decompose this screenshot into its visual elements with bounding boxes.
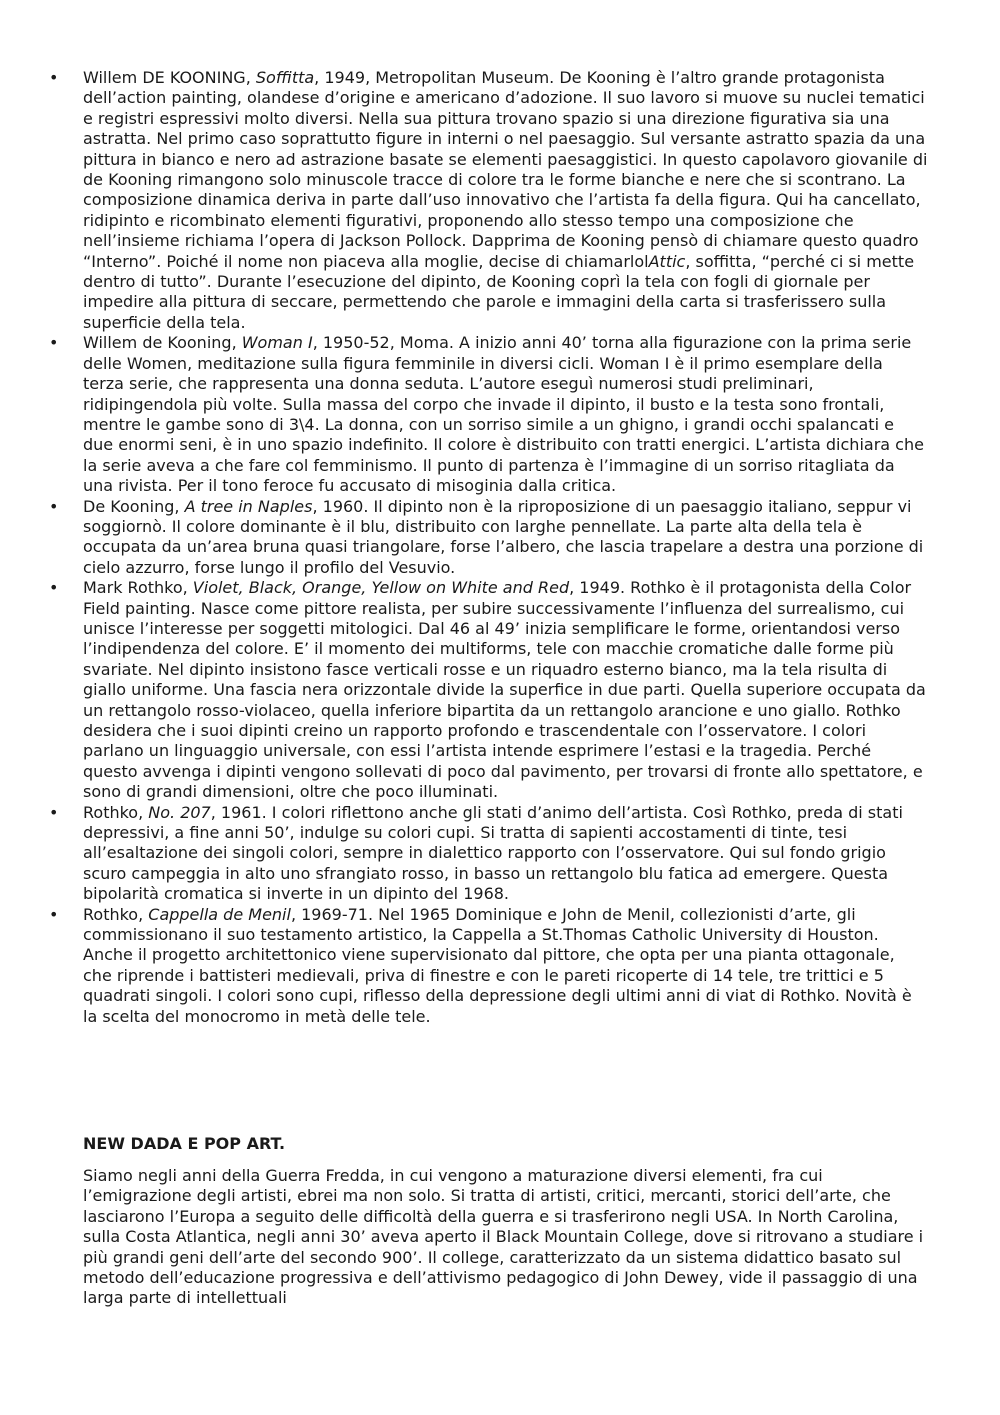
artwork-title: Attic bbox=[648, 251, 686, 271]
list-item: • Willem de Kooning, Woman I, 1950-52, Moma. A inizio anni 40’ torna alla figurazione con la prima serie delle Women, meditazione sulla figura femminile in diversi cicli. Woman I è il primo esemplare della terza serie, che rappresenta una donna seduta. L’autore eseguì numerosi studi preliminari, ridipingendola più volte. Sulla massa del corpo che invade il dipinto, il busto e la testa sono frontali, mentre le gambe sono di 3\4. La donna, con un sorriso simile a un ghigno, i grandi occhi spalancati e due enormi seni, è in uno spazio indefinito. Il colore è distribuito con tratti energici. L’artista dichiara che la serie aveva a che fare col femminismo. Il punto di partenza è l’immagine di un sorriso ritagliata da una rivista. Per il tono feroce fu accusato di misoginia dalla critica. bbox=[49, 333, 924, 496]
list-item: • Rothko, No. 207, 1961. I colori riflettono anche gli stati d’animo dell’artista. Così Rothko, preda di stati depressivi, a fine anni 50’, indulge su colori cupi. Si tratta di sapienti accostamenti di tinte, tesi all’esaltazione dei singoli colori, sempre in dialettico rapporto con l’osservatore. Qui sul fondo grigio scuro campeggia in alto uno sfrangiato rosso, in basso un rettangolo blu fatica ad emergere. Questa bipolarità cromatica si inverte in un dipinto del 1968. bbox=[49, 802, 903, 904]
bullet-icon: • bbox=[49, 578, 59, 598]
list-item: • Willem DE KOONING, Soffitta, 1949, Metropolitan Museum. De Kooning è l’altro grande protagonista dell’action painting, olandese d’origine e americano d’adozione. Il suo lavoro si muove su nuclei tematici e registri espressivi molto diversi. Nella sua pittura trovano spazio si una direzione figurativa sia una astratta. Nel primo caso soprattutto figure in interni o nel paesaggio. Sul versante astratto spazia da una pittura in bianco e nero ad astrazione basate se elementi paesaggistici. In questo capolavoro giovanile di de Kooning rimangono solo minuscole tracce di colore tra le forme bianche e nere che si scontrano. La composizione dinamica deriva in parte dall’uso innovativo che l’artista fa della figura. Qui ha cancellato, ridipinto e ricombinato elementi figurativi, proponendo allo stesso tempo una composizione che nell’insieme richiama l’opera di Jackson Pollock. Dapprima de Kooning pensò di chiamare questo quadro “Interno”. Poiché il nome non piaceva alla moglie, decise di chiamarlolAttic, soffitta, “perché ci si mette dentro di tutto”. Durante l’esecuzione del dipinto, de Kooning coprì la tela con fogli di giornale per impedire alla pittura di seccare, permettendo che parole e immagini della carta si trasferissero sulla superficie della tela. bbox=[49, 68, 928, 332]
artwork-title: Soffitta bbox=[255, 68, 315, 87]
list-item: • Mark Rothko, Violet, Black, Orange, Yellow on White and Red, 1949. Rothko è il protagonista della Color Field painting. Nasce come pittore realista, per subire successivamente l’influenza del surrealismo, cui unisce l’interesse per soggetti mitologici. Dal 46 al 49’ inizia semplificare le forme, orientandosi verso l’indipendenza del colore. E’ il momento dei multiforms, tele con macchie cromatiche dalle forme più svariate. Nel dipinto insistono fasce verticali rosse e un riquadro esterno bianco, ma la tela risulta di giallo uniforme. Una fascia nera orizzontale divide la superfice in due parti. Quella superiore occupata da un rettangolo rosso-violaceo, quella inferiore bipartita da un rettangolo arancione e uno giallo. Rothko desidera che i suoi dipinti creino un rapporto profondo e trascendentale con l’osservatore. I colori parlano un linguaggio universale, con essi l’artista intende esprimere l’estasi e la tragedia. Perché questo avvenga i dipinti vengono sollevati di poco dal pavimento, per trovarsi di fronte allo spettatore, e sono di grandi dimensioni, oltre che poco illuminati. bbox=[49, 578, 926, 802]
artwork-title: No. 207 bbox=[148, 802, 211, 822]
section-paragraph: Siamo negli anni della Guerra Fredda, in cui vengono a maturazione diversi elementi, fra cui l’emigrazione degli artisti, ebrei ma non solo. Si tratta di artisti, critici, mercanti, storici dell’arte, che lasciarono l’Europa a seguito delle difficoltà della guerra e si trasferirono negli USA. In North Carolina, sulla Costa Atlantica, negli anni 30’ aveva aperto il Black Mountain College, dove si ritrovano a studiare i più grandi geni dell’arte del secondo 900’. Il college, caratterizzato da un sistema didattico basato sul metodo dell’educazione progressiva e dell’attivismo pedagogico di John Dewey, vide il passaggio di una larga parte di intellettuali bbox=[83, 1166, 924, 1308]
section-heading: NEW DADA E POP ART. bbox=[83, 1134, 286, 1153]
list-item: • De Kooning, A tree in Naples, 1960. Il dipinto non è la riproposizione di un paesaggio italiano, seppur vi soggiornò. Il colore dominante è il blu, distribuito con larghe pennellate. La parte alta della tela è occupata da un’area bruna quasi triangolare, forse l’albero, che lascia trapelare a destra una porzione di cielo azzurro, forse lungo il profilo del Vesuvio. bbox=[49, 496, 924, 577]
bullet-icon: • bbox=[49, 68, 59, 87]
bullet-icon: • bbox=[49, 496, 59, 516]
bullet-icon: • bbox=[49, 802, 59, 822]
artwork-title: Woman I bbox=[241, 333, 313, 353]
bullet-icon: • bbox=[49, 333, 59, 353]
artwork-title: Cappella de Menil bbox=[148, 904, 291, 924]
artwork-list bbox=[0, 68, 1000, 1027]
artwork-title: A tree in Naples bbox=[184, 496, 313, 516]
bullet-icon: • bbox=[49, 904, 59, 924]
list-item: • Rothko, Cappella de Menil, 1969-71. Nel 1965 Dominique e John de Menil, collezionisti d’arte, gli commissionano il suo testamento artistico, la Cappella a St.Thomas Catholic University di Houston. Anche il progetto architettonico viene supervisionato dal pittore, che opta per una pianta ottagonale, che riprende i battisteri medievali, priva di finestre e con le pareti ricoperte di 14 tele, tre trittici e 5 quadrati singoli. I colori sono cupi, riflesso della depressione degli ultimi anni di viat di Rothko. Novità è la scelta del monocromo in metà delle tele. bbox=[49, 904, 912, 1026]
artwork-title: Violet, Black, Orange, Yellow on White and Red bbox=[192, 578, 570, 598]
